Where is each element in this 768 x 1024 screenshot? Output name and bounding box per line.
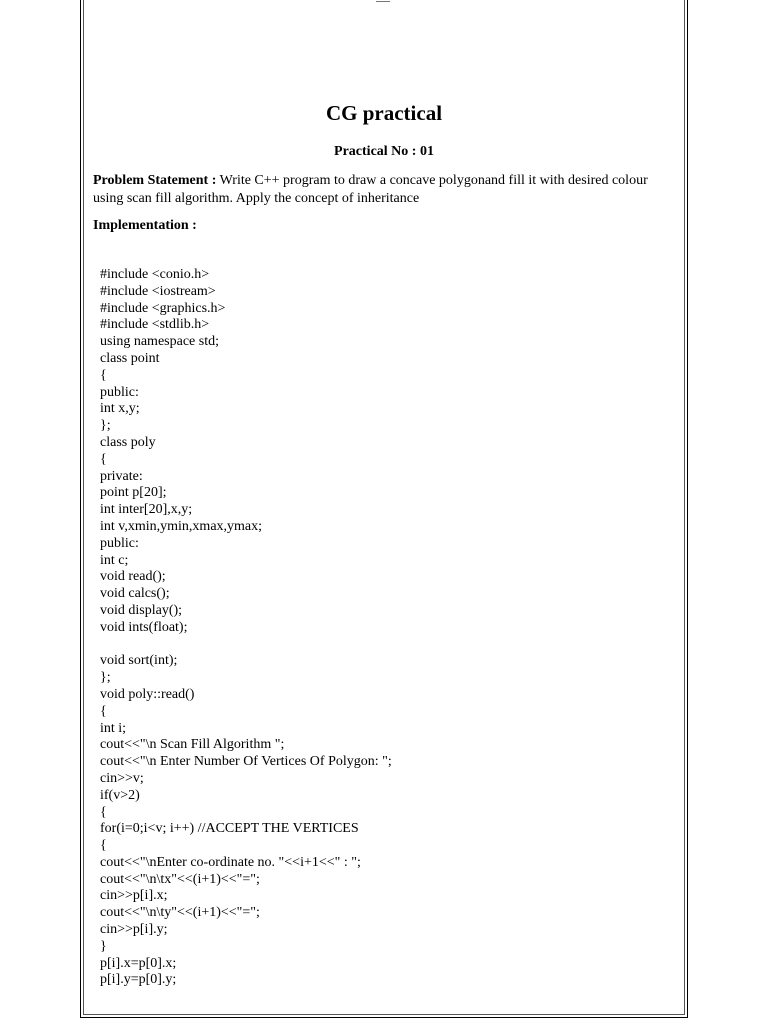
code-line: #include <stdlib.h> xyxy=(100,317,210,333)
code-line: cout<<"\n Enter Number Of Vertices Of Polygon: "; xyxy=(100,754,392,770)
code-line: cout<<"\nEnter co-ordinate no. "<<i+1<<" : "; xyxy=(100,854,361,870)
code-line: int i; xyxy=(100,720,127,736)
code-line: { xyxy=(100,838,107,854)
code-line: void poly::read() xyxy=(100,686,195,702)
code-block xyxy=(100,267,660,989)
code-line: p[i].y=p[0].y; xyxy=(100,972,177,988)
code-line: public: xyxy=(100,535,139,551)
code-line: class point xyxy=(100,350,160,366)
code-line: } xyxy=(100,938,107,954)
code-line: class poly xyxy=(100,434,156,450)
practical-number: Practical No : 01 xyxy=(334,144,434,159)
code-line xyxy=(100,637,660,654)
code-line: #include <conio.h> xyxy=(100,267,210,282)
code-line: int inter[20],x,y; xyxy=(100,502,193,518)
code-line: }; xyxy=(100,418,111,434)
code-line: #include <iostream> xyxy=(100,283,216,299)
code-line: cout<<"\n Scan Fill Algorithm "; xyxy=(100,737,285,753)
code-line: int c; xyxy=(100,552,129,568)
code-line: void read(); xyxy=(100,569,166,585)
code-line: if(v>2) xyxy=(100,787,140,803)
implementation-label: Implementation : xyxy=(93,218,197,233)
code-line: public: xyxy=(100,384,139,400)
code-line: }; xyxy=(100,670,111,686)
problem-statement-label: Problem Statement : xyxy=(93,173,217,188)
top-mark xyxy=(376,0,390,2)
code-line: #include <graphics.h> xyxy=(100,300,226,316)
code-line: { xyxy=(100,703,107,719)
code-line: cin>>p[i].y; xyxy=(100,922,168,938)
code-line: point p[20]; xyxy=(100,485,167,501)
code-line: void display(); xyxy=(100,602,183,618)
document-title: CG practical xyxy=(325,101,443,125)
code-line: using namespace std; xyxy=(100,334,219,350)
code-line: void calcs(); xyxy=(100,586,170,602)
problem-statement-text: Write C++ program to draw a concave polygonand fill it with desired colour using scan fill algorithm. Apply the concept of inheritance xyxy=(93,173,648,206)
problem-statement xyxy=(93,172,678,207)
code-line: void sort(int); xyxy=(100,653,178,669)
code-line: cout<<"\n\ty"<<(i+1)<<"="; xyxy=(100,905,260,921)
code-line: p[i].x=p[0].x; xyxy=(100,955,177,971)
code-line: cout<<"\n\tx"<<(i+1)<<"="; xyxy=(100,871,260,887)
code-line: { xyxy=(100,804,107,820)
code-line: void ints(float); xyxy=(100,619,188,635)
code-line: for(i=0;i<v; i++) //ACCEPT THE VERTICES xyxy=(100,821,359,837)
code-line: cin>>v; xyxy=(100,770,144,786)
code-line: int v,xmin,ymin,xmax,ymax; xyxy=(100,518,263,534)
code-line: int x,y; xyxy=(100,401,140,417)
code-line: { xyxy=(100,367,107,383)
code-line: { xyxy=(100,451,107,467)
code-line: private: xyxy=(100,468,143,484)
code-line: cin>>p[i].x; xyxy=(100,888,168,904)
